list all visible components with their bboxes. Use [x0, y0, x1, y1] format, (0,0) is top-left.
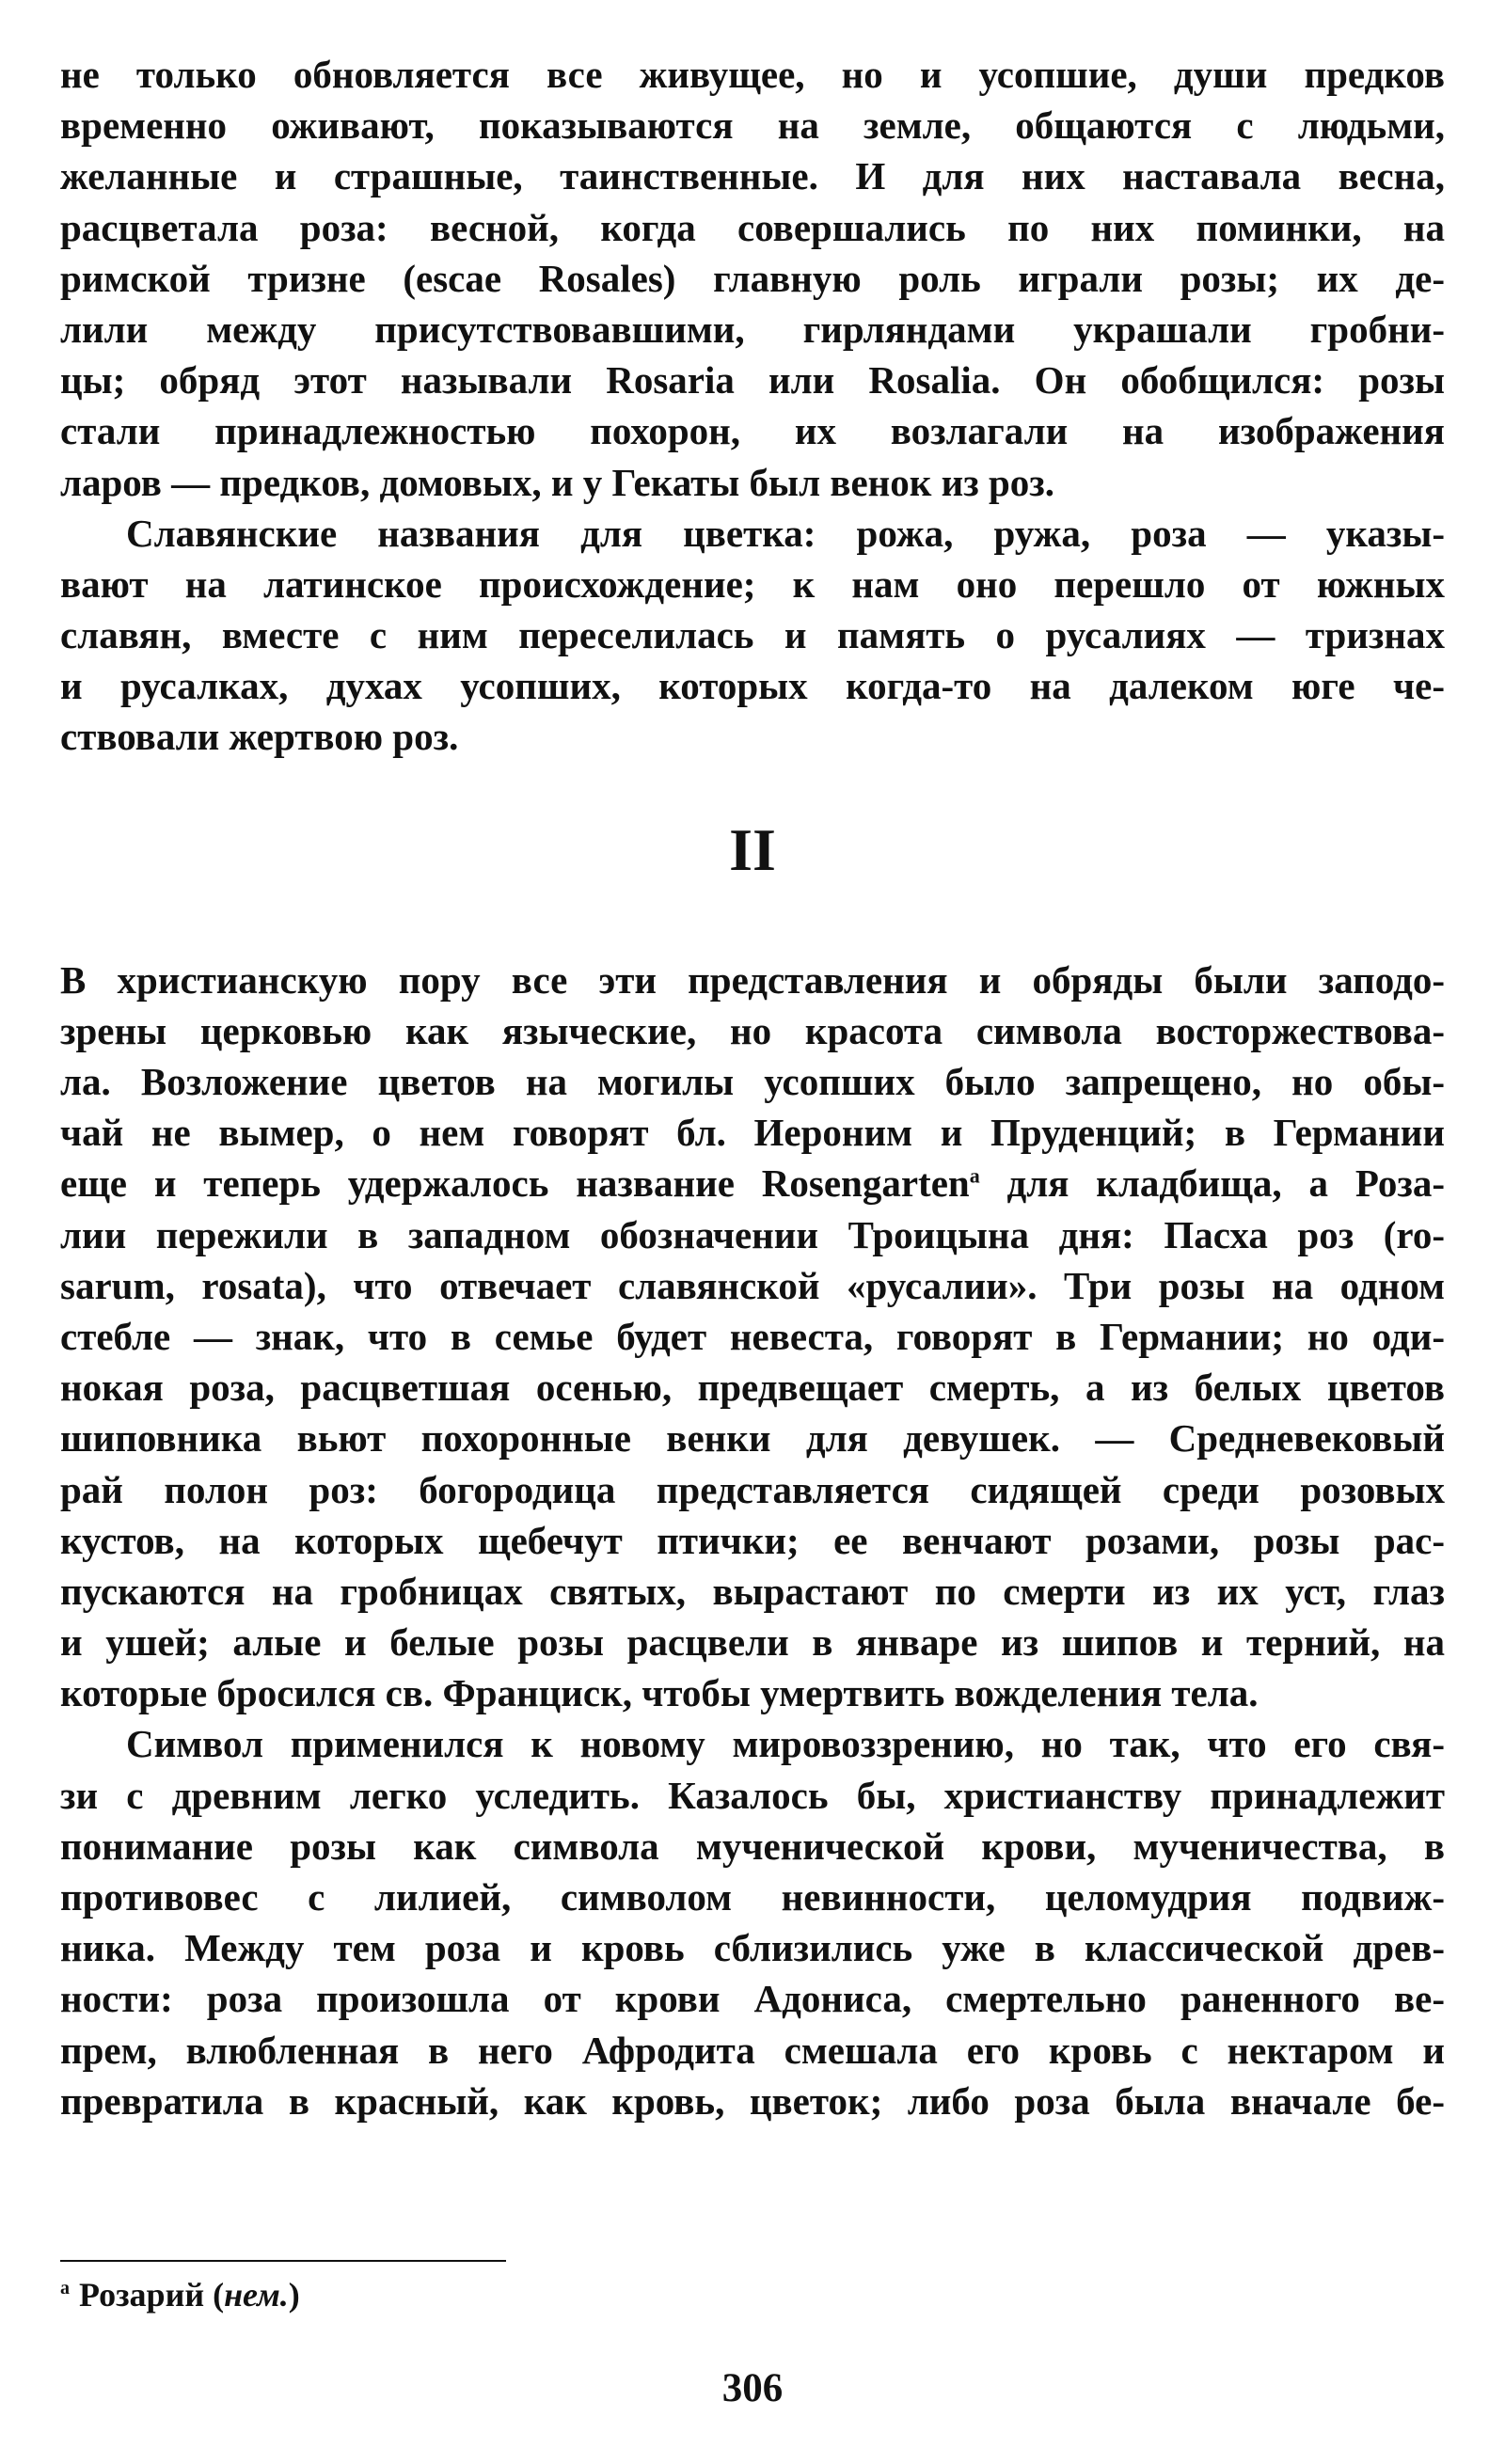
text-line: противовес с лилией, символом невинности, целомудрия подвиж- [60, 1875, 1445, 1919]
text-line: ларов — предков, домовых, и у Гекаты был венок из роз. [60, 460, 1055, 504]
page-number: 306 [721, 2366, 784, 2410]
text-line: кустов, на которых щебечут птички; ее венчают розами, розы рас- [60, 1518, 1445, 1562]
paragraph-1 [60, 49, 1445, 508]
text-line: желанные и страшные, таинственные. И для них наставала весна, [60, 154, 1445, 198]
footnote-abbreviation: нем. [224, 2276, 289, 2314]
text-line: славян, вместе с ним переселилась и память о русалиях — тризнах [60, 613, 1445, 657]
chapter-heading: II [729, 815, 776, 883]
text-line: зи с древним легко уследить. Казалось бы, христианству принадлежит [60, 1773, 1445, 1817]
text-line: Славянские названия для цветка: рожа, ружа, роза — указы- [126, 511, 1445, 555]
text-line: вают на латинское происхождение; к нам оно перешло от южных [60, 561, 1445, 606]
text-line: которые бросился св. Франциск, чтобы умертвить вожделения тела. [60, 1671, 1259, 1715]
footnote-text: Розарий ( [79, 2276, 225, 2314]
footnote-divider [60, 2260, 506, 2262]
text-line: расцветала роза: весной, когда совершались по них поминки, на [60, 205, 1445, 249]
text-line: ла. Возложение цветов на могилы усопших было запрещено, но обы- [60, 1060, 1445, 1103]
text-line: ствовали жертвою роз. [60, 715, 459, 759]
line-text: для кладбища, а Роза- [1006, 1161, 1445, 1206]
text-line: превратила в красный, как кровь, цветок; либо роза была вначале бе- [60, 2078, 1445, 2123]
text-line: пускаются на гробницах святых, вырастают по смерти из их уст, глаз [60, 1569, 1445, 1613]
text-line: В христианскую пору все эти представления и обряды были заподо- [60, 957, 1445, 1002]
text-line: чай не вымер, о нем говорят бл. Иероним и Пруденций; в Германии [60, 1111, 1445, 1155]
text-line: нокая роза, расцветшая осенью, предвещает смерть, а из белых цветов [60, 1366, 1445, 1410]
text-line: понимание розы как символа мученической крови, мученичества, в [60, 1824, 1445, 1868]
text-line: римской тризне (escae Rosales) главную роль играли розы; их де- [60, 256, 1445, 300]
text-line: sarum, rosata), что отвечает славянской «русалии». Три розы на одном [60, 1263, 1445, 1307]
text-line: ника. Между тем роза и кровь сблизились уже в классической древ- [60, 1926, 1445, 1970]
footnote-close: ) [288, 2276, 300, 2314]
text-line: временно оживают, показываются на земле, общаются с людьми, [60, 103, 1445, 148]
text-line: лии пережили в западном обозначении Троицына дня: Пасха роз (ro- [60, 1212, 1445, 1256]
text-line: стали принадлежностью похорон, их возлагали на изображения [60, 409, 1445, 453]
paragraph-3 [60, 955, 1445, 1719]
line-text: еще и теперь удержалось название Rosengarten [60, 1161, 970, 1206]
page-body [60, 49, 1445, 2126]
footnote [60, 2267, 300, 2316]
text-line: прем, влюбленная в него Афродита смешала его кровь с нектаром и [60, 2028, 1445, 2072]
text-line-with-footnote-ref [60, 1158, 1445, 1208]
text-line: Символ применился к новому мировоззрению, но так, что его свя- [126, 1722, 1445, 1766]
text-line: и русалках, духах усопших, которых когда-то на далеком юге че- [60, 664, 1445, 708]
text-line: стебле — знак, что в семье будет невеста, говорят в Германии; но оди- [60, 1314, 1445, 1358]
text-line: рай полон роз: богородица представляется сидящей среди розовых [60, 1467, 1445, 1511]
text-line: шиповника вьют похоронные венки для девушек. — Средневековый [60, 1416, 1445, 1461]
paragraph-4 [60, 1718, 1445, 2126]
footnote-mark: a [60, 2278, 70, 2298]
text-line: ности: роза произошла от крови Адониса, смертельно раненного ве- [60, 1977, 1445, 2021]
paragraph-2 [60, 508, 1445, 763]
text-line: лили между присутствовавшими, гирляндами украшали гробни- [60, 307, 1445, 351]
text-line: цы; обряд этот называли Rosaria или Rosalia. Он обобщился: розы [60, 358, 1445, 403]
footnote-ref-mark[interactable]: a [969, 1163, 980, 1188]
text-line: зрены церковью как языческие, но красота символа восторжествова- [60, 1008, 1445, 1052]
text-line: и ушей; алые и белые розы расцвели в январе из шипов и терний, на [60, 1620, 1445, 1665]
text-line: не только обновляется все живущее, но и усопшие, души предков [60, 53, 1445, 96]
